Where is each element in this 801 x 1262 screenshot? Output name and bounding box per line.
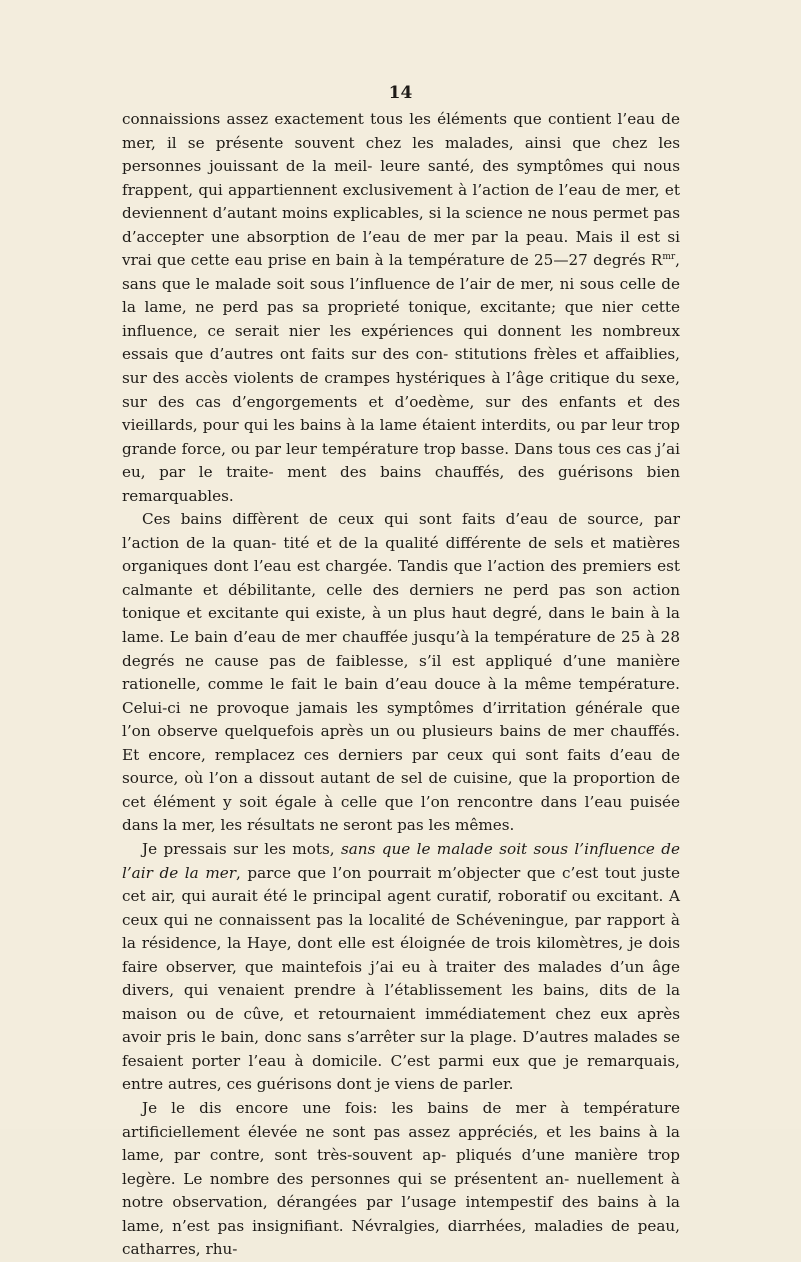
paragraph-1-text-b: , sans que le malade soit sous l’influence de l’air de mer, ni sous celle de la lame, ne perd pas sa proprieté tonique, excitante; que nier cette influence, ce serait nier les expériences qui donnent les nombreux essais que d’autres ont faits sur des con- stitutions frèles et affaiblies, sur des accès violents de crampes hystériques à l’âge critique du sexe, sur des cas d’engorgements et d’oedème, sur des enfants et des vieillards, pour qui les bains à la lame étaient interdits, ou par leur trop grande force, ou par leur température trop basse. Dans tous ces cas j’ai eu, par le traite- ment des bains chauffés, des guérisons bien remarquables. <box>122 251 680 505</box>
paragraph-3-text-b: , parce que l’on pourrait m’objecter que c’est tout juste cet air, qui aurait été le principal agent curatif, roboratif ou excitant. A ceux qui ne connaissent pas la localité de Schéveningue, par rapport à la résidence, la Haye, dont elle est éloignée de trois kilomètres, je dois faire observer, que maintefois j’ai eu à traiter des malades d’un âge divers, qui venaient prendre à l’établissement les bains, dits de la maison ou de cûve, et retournaient immédiatement chez eux après avoir pris le bain, donc sans s’arrêter sur la plage. D’autres malades se fesaient porter l’eau à domicile. C’est parmi eux que je remarquais, entre autres, ces guérisons dont je viens de parler. <box>122 863 680 1094</box>
paragraph-3-italic-quote: sans que le malade soit sous l’influence de l’air de la mer <box>122 839 680 882</box>
paragraph-3 <box>122 838 680 1097</box>
page-number: 14 <box>388 83 413 103</box>
paragraph-2: Ces bains diffèrent de ceux qui sont faits d’eau de source, par l’action de la quan- tité et de la qualité différente de sels et matières organiques dont l’eau est chargée. Tandis que l’action des premiers est calmante et débilitante, celle des derniers ne perd pas son action tonique et excitante qui existe, à un plus haut degré, dans le bain à la lame. Le bain d’eau de mer chauffée jusqu’à la température de 25 à 28 degrés ne cause pas de faiblesse, s’il est appliqué d’une manière rationelle, comme le fait le bain d’eau douce à la même température. Celui-ci ne provoque jamais les symptômes d’irritation générale que l’on observe quelquefois après un ou plusieurs bains de mer chauffés. Et encore, remplacez ces derniers par ceux qui sont faits d’eau de source, où l’on a dissout autant de sel de cuisine, que la proportion de cet élément y soit égale à celle que l’on rencontre dans l’eau puisée dans la mer, les résultats ne seront pas les mêmes. <box>122 510 680 835</box>
body-text <box>122 108 680 1262</box>
paragraph-4: Je le dis encore une fois: les bains de mer à température artificiellement élevée ne sont pas assez appréciés, et les bains à la lame, par contre, sont très-souvent ap- pliqués d’une manière trop legère. Le nombre des personnes qui se présentent an- nuellement à notre observation, dérangées par l’usage intempestif des bains à la lame, n’est pas insignifiant. Névralgies, diarrhées, maladies de peau, catharres, rhu- <box>122 1098 680 1259</box>
paragraph-1-text-a: connaissions assez exactement tous les éléments que contient l’eau de mer, il se présente souvent chez les malades, ainsi que chez les personnes jouissant de la meil- leure santé, des symptômes qui nous frappent, qui appartiennent exclusivement à l’action de l’eau de mer, et deviennent d’autant moins explicables, si la science ne nous permet pas d’accepter une absorption de l’eau de mer par la peau. Mais il est si vrai que cette eau prise en bain à la température de 25—27 degrés R <box>122 110 680 270</box>
unit-superscript: mr <box>662 252 676 263</box>
paragraph-3-text-a: Je pressais sur les mots, <box>142 839 341 858</box>
paragraph-1 <box>122 108 680 508</box>
